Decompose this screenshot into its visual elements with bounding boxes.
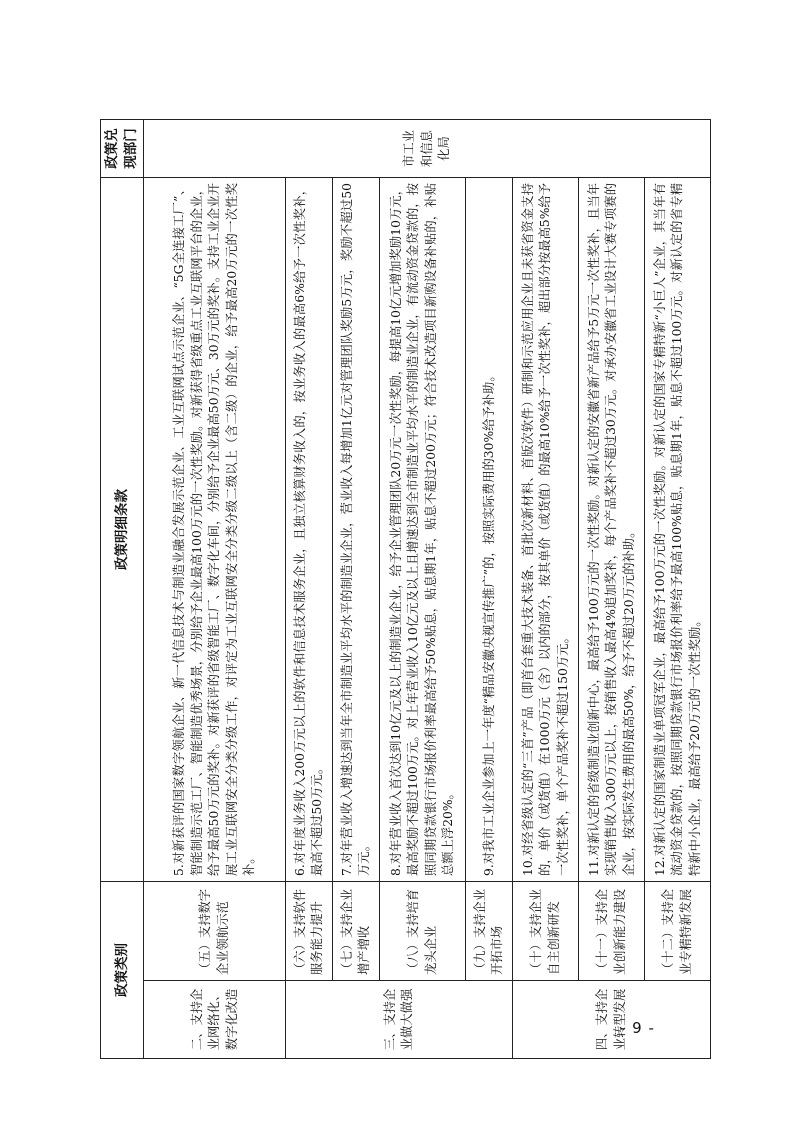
detail-cell: 11.对新认定的省级制造业创新中心，最高给予100万元的一次性奖励。对新认定的安徽省新产品给予5万元一次性奖补，且当年实现销售收入300万元以上，按销售收入最高4%追加奖补，每个产品奖补不超过30万元。对承办安徽省工业设计大赛专项赛的企业，按实际发生费用的最高50%，给予不超过20万元的补助。 [579, 178, 645, 882]
subcategory-cell: （六）支持软件服务能力提升 [286, 882, 333, 981]
table-row [645, 120, 711, 1059]
category-cell: 四、支持企业转型发展 [513, 981, 711, 1059]
rotated-table-region [100, 120, 702, 1059]
subcategory-cell: （八）支持培育龙头企业 [380, 882, 466, 981]
detail-cell: 10.对经省级认定的“三首”产品（即首台套重大技术装备、首批次新材料、首版次软件）研制和示范应用企业且未获省资金支持的，单价（或货值）在1000万元（含）以内的部分，按其单价（或货值）的最高10%给予一次性奖补，超出部分按最高5%给予一次性奖补，单个产品奖补不超过150万元。 [513, 178, 579, 882]
landscape-table-wrapper [100, 120, 702, 1059]
detail-cell: 6.对年度业务收入200万元以上的软件和信息技术服务企业，且独立核算财务收入的，按业务收入的最高6%给予一次性奖补，最高不超过50万元。 [286, 178, 333, 882]
policy-table [100, 119, 711, 1059]
detail-cell: 5.对新获评的国家数字领航企业、新一代信息技术与制造业融合发展示范企业、工业互联网试点示范企业、“5G全连接工厂”、智能制造示范工厂、智能制造优秀场景，分别给予企业最高100万元的一次性奖励。对新获得省级重点工业互联网平台的企业，给予最高50万元的奖补。对新获评的省级智能工厂、数字化车间，分别给予企业最高50万元、30万元的奖补。支持工业企业开展工业互联网安全分类分级工作，对评定为工业互联网安全分类分级二级以上（含二级）的企业，给予最高20万元的一次性奖补。 [144, 178, 286, 882]
table-row [513, 120, 579, 1059]
detail-cell: 7.对年营业收入增速达到当年全市制造业平均水平的制造业企业，营业收入每增加1亿元对管理团队奖励5万元，奖励不超过50万元。 [333, 178, 380, 882]
header-dept: 政策兑现部门 [101, 120, 144, 178]
header-category: 政策类别 [101, 882, 144, 1059]
table-row [333, 120, 380, 1059]
detail-cell: 8.对年营业收入首次达到10亿元及以上的制造业企业，给予企业管理团队20万元一次性奖励，每提高10亿元增加奖励10万元，最高奖励不超过100万元。对上年营业收入10亿元及以上且增速达到全市制造业平均水平的制造业企业，有流动资金贷款的，按照同期贷款银行市场报价利率最高给予50%贴息，贴息期1年，贴息不超过200万元；符合技术改造项目新购设备补贴的，补贴总额上浮20%。 [380, 178, 466, 882]
page-number: - 9 - [620, 1019, 655, 1037]
category-cell: 二、支持企业网络化、数字化改造 [144, 981, 286, 1059]
detail-cell: 12.对新认定的国家制造业单项冠军企业，最高给予100万元的一次性奖励。对新认定的国家专精特新“小巨人”企业，其当年有流动资金贷款的，按照同期贷款银行市场报价利率给予最高100%贴息，贴息期1年，贴息不超过100万元。对新认定的省专精特新中小企业，最高给予20万元的一次性奖励。 [645, 178, 711, 882]
table-row [466, 120, 513, 1059]
category-cell: 三、支持企业做大做强 [286, 981, 513, 1059]
subcategory-cell: （十二）支持企业专精特新发展 [645, 882, 711, 981]
subcategory-cell: （五）支持数字企业领航示范 [144, 882, 286, 981]
table-row [380, 120, 466, 1059]
table-row [286, 120, 333, 1059]
dept-cell: 市工业和信息化局 [144, 120, 711, 178]
header-details: 政策明细条款 [101, 178, 144, 882]
subcategory-cell: （十一）支持企业创新能力建设 [579, 882, 645, 981]
table-header-row [101, 120, 144, 1059]
table-row [144, 120, 286, 1059]
subcategory-cell: （七）支持企业增产增收 [333, 882, 380, 981]
table-row [579, 120, 645, 1059]
subcategory-cell: （九）支持企业开拓市场 [466, 882, 513, 981]
detail-cell: 9.对我市工业企业参加上一年度“精品安徽央视宣传推广”的，按照实际费用的30%给予补助。 [466, 178, 513, 882]
subcategory-cell: （十）支持企业自主创新研发 [513, 882, 579, 981]
